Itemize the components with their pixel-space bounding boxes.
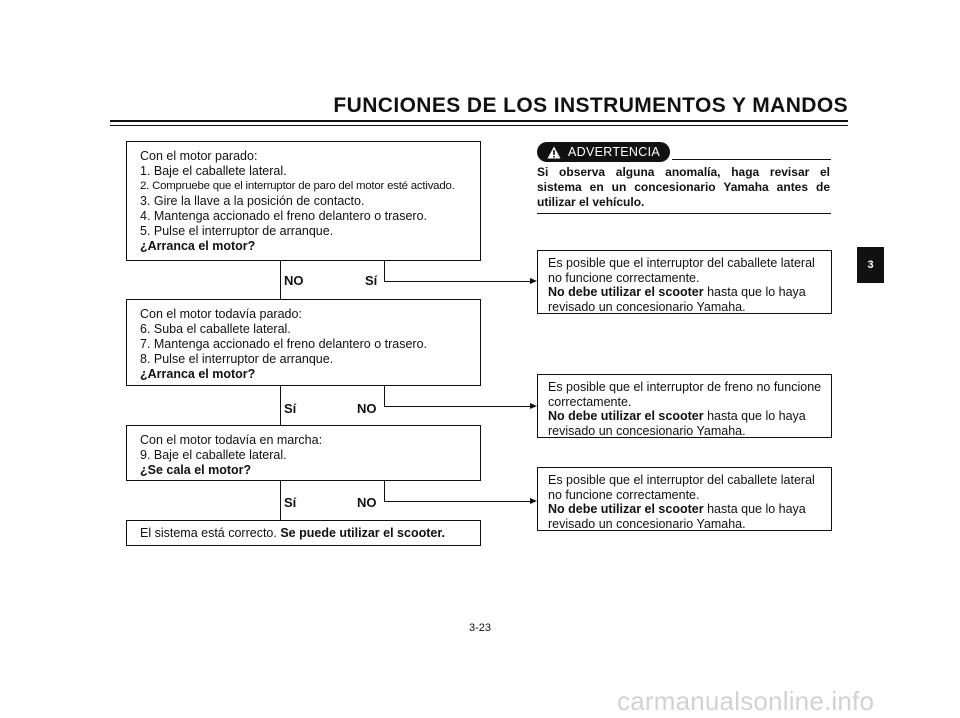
result-box-1 bbox=[537, 250, 832, 314]
page-title: FUNCIONES DE LOS INSTRUMENTOS Y MANDOS bbox=[333, 94, 848, 117]
warning-line: Si observa alguna anomalía, haga revisar el bbox=[537, 165, 830, 179]
header-rule-thick bbox=[110, 120, 848, 122]
connector-right-3-vertical bbox=[384, 481, 385, 501]
connector-right-3-horizontal bbox=[384, 501, 530, 502]
connector-right-2-horizontal bbox=[384, 406, 530, 407]
result2-line: Es posible que el interruptor de freno no funcione bbox=[548, 380, 822, 394]
result2-bold: No debe utilizar el scooter bbox=[548, 409, 704, 423]
result1-last: revisado un concesionario Yamaha. bbox=[548, 299, 746, 314]
warning-rule-top bbox=[672, 159, 831, 160]
warning-badge bbox=[537, 142, 670, 162]
step2-down-label: Sí bbox=[284, 401, 297, 416]
warning-badge-label: ADVERTENCIA bbox=[568, 145, 660, 159]
step1-line: 2. Compruebe que el interruptor de paro del motor esté activado. bbox=[140, 180, 455, 192]
step1-line: 5. Pulse el interruptor de arranque. bbox=[140, 224, 334, 238]
step3-down-label: Sí bbox=[284, 495, 297, 510]
step1-line: Con el motor parado: bbox=[140, 149, 258, 163]
result3-line: Es posible que el interruptor del caballete lateral bbox=[548, 473, 815, 487]
result1-line: Es posible que el interruptor del caballete lateral bbox=[548, 256, 815, 270]
connector-down-1 bbox=[280, 261, 281, 299]
result1-line: no funcione correctamente. bbox=[548, 270, 700, 285]
step1-question: ¿Arranca el motor? bbox=[140, 239, 256, 253]
step1-line: 3. Gire la llave a la posición de contacto. bbox=[140, 194, 365, 208]
step3-question: ¿Se cala el motor? bbox=[140, 463, 252, 477]
step2-line: 7. Mantenga accionado el freno delantero o trasero. bbox=[140, 337, 427, 351]
warning-line: utilizar el vehículo. bbox=[537, 195, 645, 209]
flow-step-3-box bbox=[126, 425, 481, 481]
step3-line: 9. Baje el caballete lateral. bbox=[140, 448, 287, 462]
arrow-right-3 bbox=[530, 498, 537, 504]
connector-down-3 bbox=[280, 481, 281, 520]
flow-step-2-box bbox=[126, 299, 481, 386]
step1-right-label: Sí bbox=[365, 273, 378, 288]
flow-step-1-box bbox=[126, 141, 481, 261]
connector-right-2-vertical bbox=[384, 386, 385, 406]
warning-text bbox=[537, 165, 830, 210]
result3-bold: No debe utilizar el scooter bbox=[548, 502, 704, 516]
result-box-2 bbox=[537, 374, 832, 438]
result1-rest: hasta que lo haya bbox=[703, 285, 806, 299]
warning-rule-bottom bbox=[537, 213, 831, 214]
flow-final-box bbox=[126, 520, 481, 546]
step1-down-label: NO bbox=[284, 273, 304, 288]
result-box-3 bbox=[537, 467, 832, 531]
final-text: El sistema está correcto. bbox=[140, 526, 277, 540]
step2-question: ¿Arranca el motor? bbox=[140, 367, 256, 381]
watermark: carmanualsonline.info bbox=[617, 686, 875, 716]
result3-line: no funcione correctamente. bbox=[548, 487, 700, 502]
connector-right-1-vertical bbox=[384, 261, 385, 281]
chapter-tab[interactable]: 3 bbox=[857, 247, 884, 283]
warning-icon bbox=[547, 146, 561, 159]
result3-last: revisado un concesionario Yamaha. bbox=[548, 516, 746, 531]
result1-bold: No debe utilizar el scooter bbox=[548, 285, 704, 299]
arrow-right-2 bbox=[530, 403, 537, 409]
warning-line: sistema en un concesionario Yamaha antes de bbox=[537, 180, 830, 194]
connector-down-2 bbox=[280, 386, 281, 425]
step2-line: 6. Suba el caballete lateral. bbox=[140, 322, 291, 336]
header-rule-thin bbox=[110, 125, 848, 126]
step2-right-label: NO bbox=[357, 401, 377, 416]
step1-line: 4. Mantenga accionado el freno delantero o trasero. bbox=[140, 209, 427, 223]
step3-line: Con el motor todavía en marcha: bbox=[140, 433, 323, 447]
final-bold-text: Se puede utilizar el scooter. bbox=[280, 526, 445, 540]
page-number: 3-23 bbox=[468, 622, 492, 634]
step2-line: Con el motor todavía parado: bbox=[140, 307, 302, 321]
connector-right-1-horizontal bbox=[384, 281, 530, 282]
step1-line: 1. Baje el caballete lateral. bbox=[140, 164, 287, 178]
result3-rest: hasta que lo haya bbox=[703, 502, 806, 516]
result2-rest: hasta que lo haya bbox=[703, 409, 806, 423]
result2-last: revisado un concesionario Yamaha. bbox=[548, 423, 746, 438]
result2-line: correctamente. bbox=[548, 394, 632, 409]
step2-line: 8. Pulse el interruptor de arranque. bbox=[140, 352, 334, 366]
arrow-right-1 bbox=[530, 278, 537, 284]
step3-right-label: NO bbox=[357, 495, 377, 510]
